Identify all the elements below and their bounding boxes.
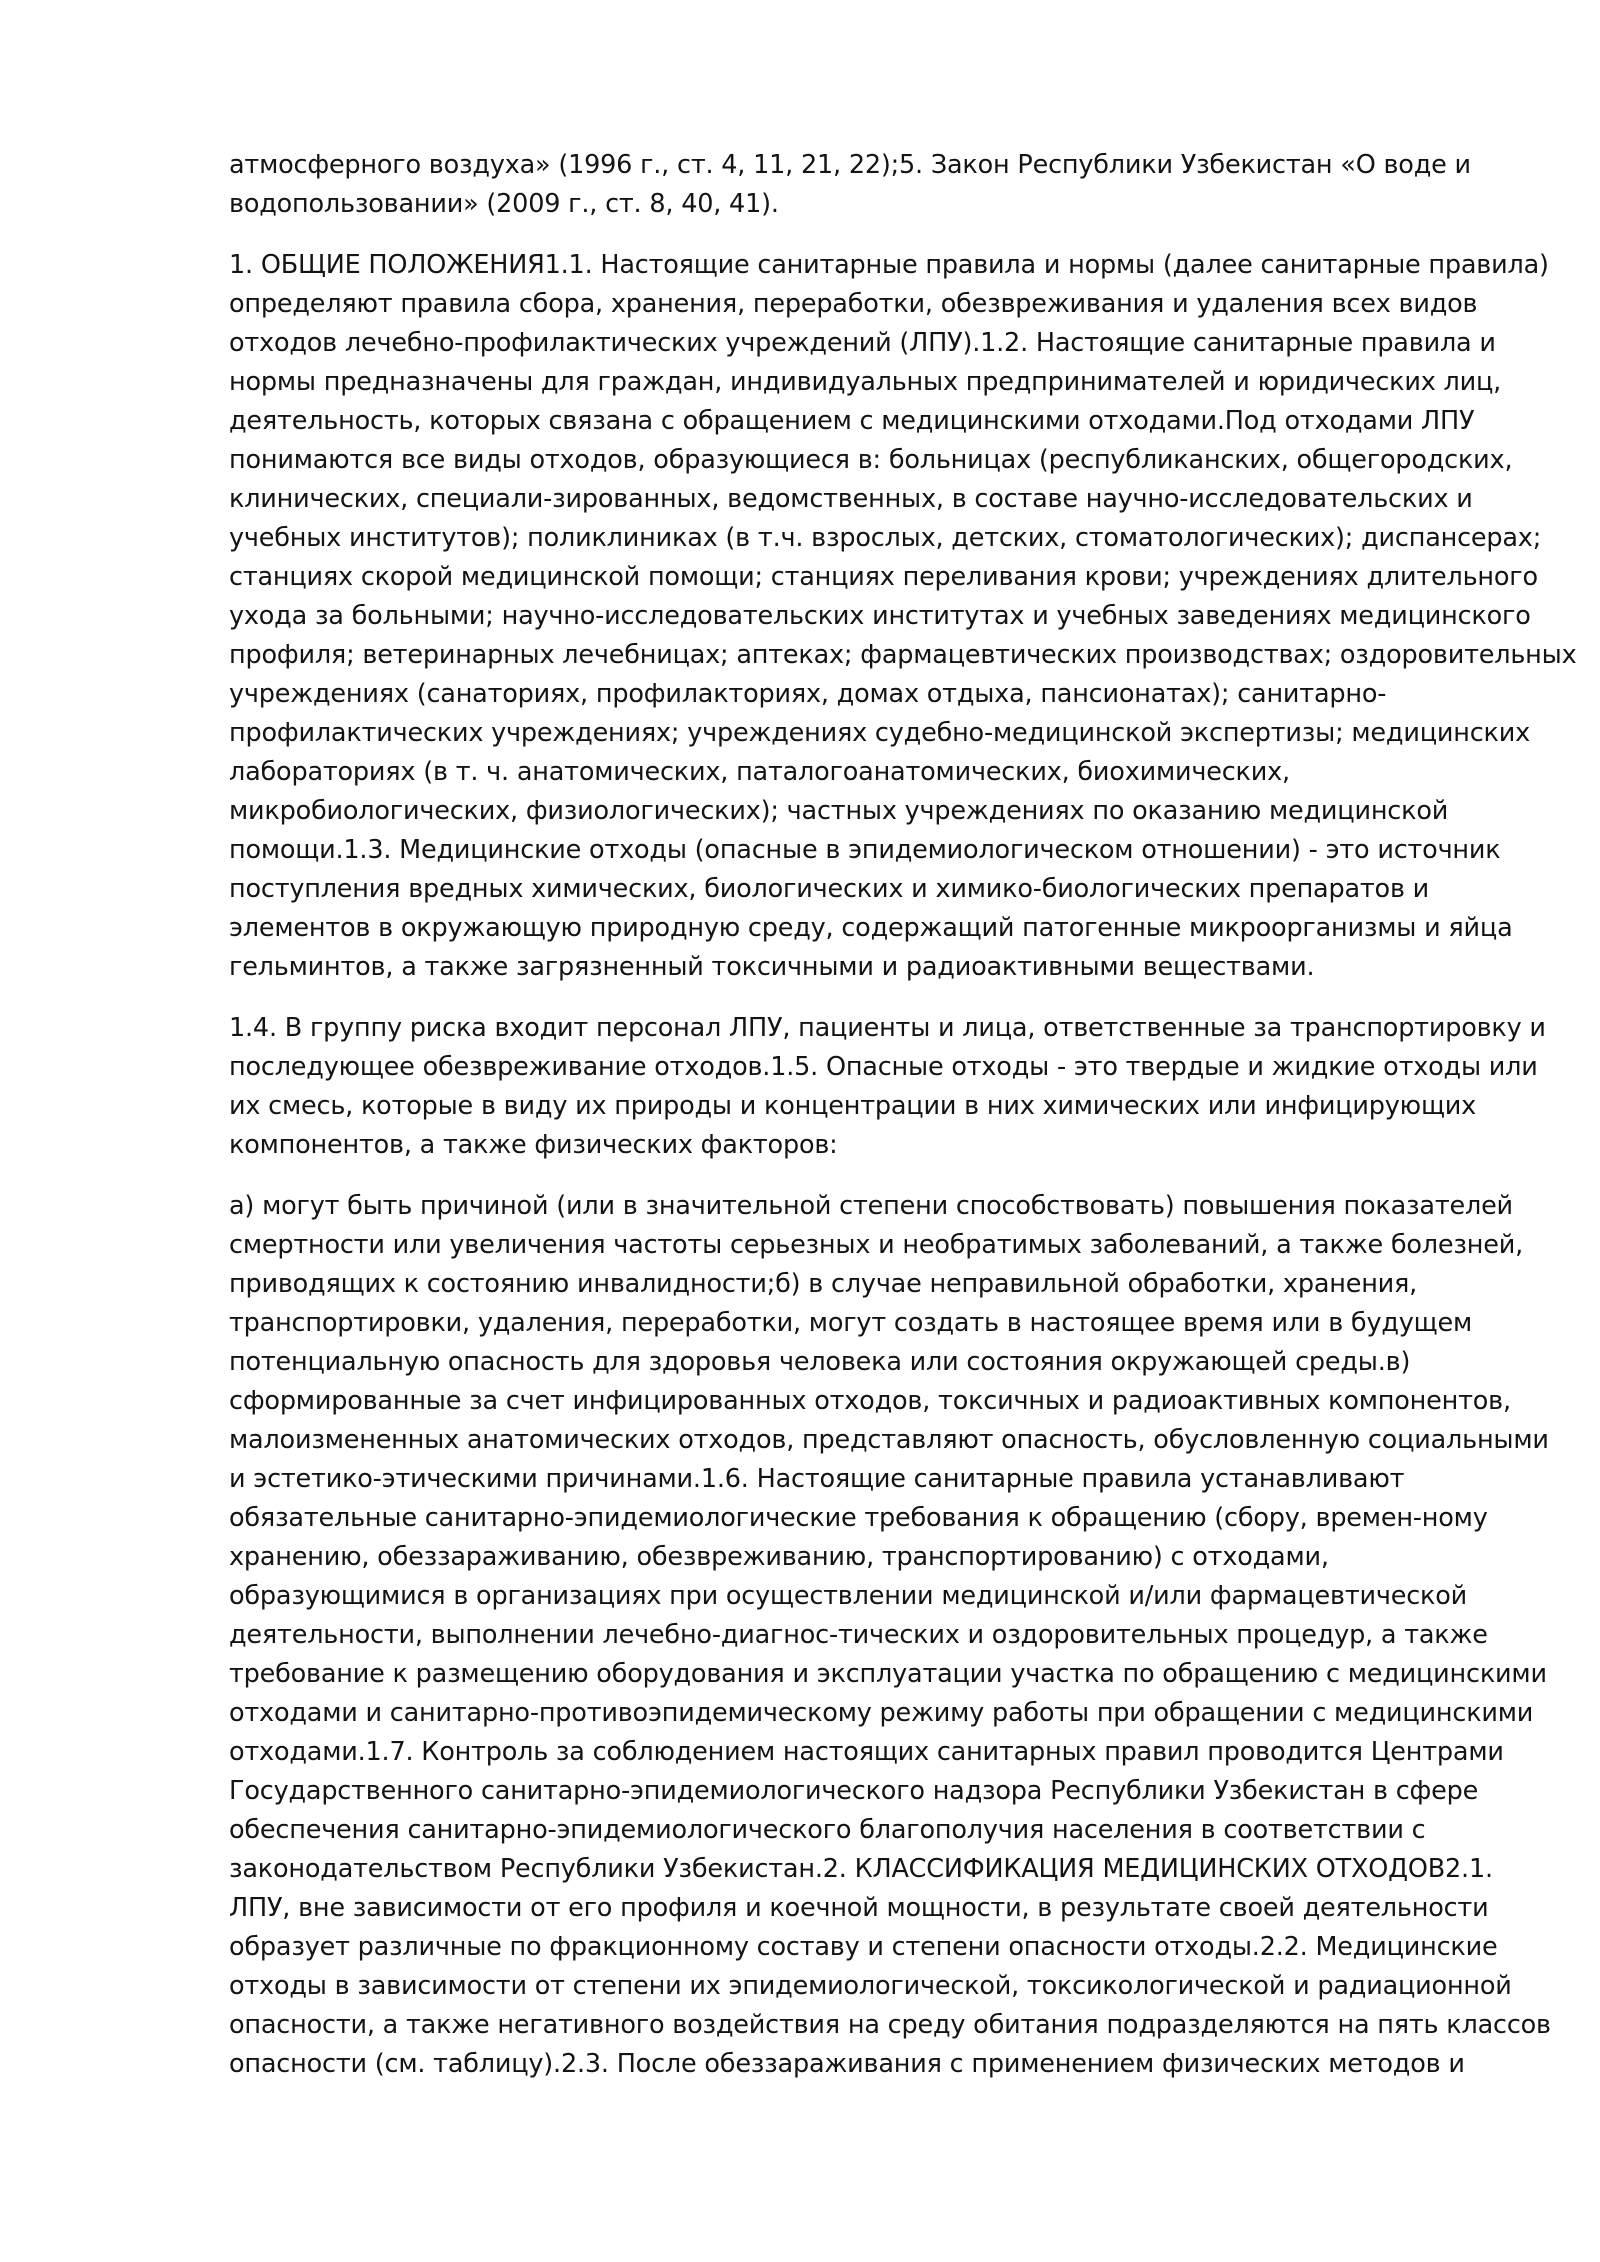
paragraph-hazard-classification	[229, 1187, 1551, 2084]
paragraph-risk-group	[229, 1009, 1546, 1165]
text-line: отходами.1.7. Контроль за соблюдением настоящих санитарных правил проводится Центрами	[229, 1737, 1504, 1767]
text-line: помощи.1.3. Медицинские отходы (опасные в эпидемиологическом отношении) - это источник	[229, 835, 1501, 865]
text-line: образующимися в организациях при осуществлении медицинской и/или фармацевтической	[229, 1581, 1468, 1611]
text-line: ЛПУ, вне зависимости от его профиля и коечной мощности, в результате своей деятельности	[229, 1893, 1489, 1923]
text-line: транспортировки, удаления, переработки, могут создать в настоящее время или в будущем	[229, 1308, 1473, 1338]
text-line: микробиологических, физиологических); частных учреждениях по оказанию медицинской	[229, 796, 1449, 826]
text-line: поступления вредных химических, биологических и химико-биологических препаратов и	[229, 874, 1430, 904]
text-line: отходы в зависимости от степени их эпидемиологической, токсикологической и радиационной	[229, 1971, 1512, 2001]
text-line: обязательные санитарно-эпидемиологические требования к обращению (сбору, времен-ному	[229, 1503, 1488, 1533]
text-line: учебных институтов); поликлиниках (в т.ч. взрослых, детских, стоматологических); диспансерах;	[229, 523, 1542, 553]
text-line: Государственного санитарно-эпидемиологического надзора Республики Узбекистан в сфере	[229, 1776, 1479, 1806]
text-line: деятельность, которых связана с обращением с медицинскими отходами.Под отходами ЛПУ	[229, 406, 1475, 436]
paragraph-laws-reference	[229, 146, 1529, 224]
text-line: отходов лечебно-профилактических учреждений (ЛПУ).1.2. Настоящие санитарные правила и	[229, 328, 1496, 358]
text-line: 1.4. В группу риска входит персонал ЛПУ, пациенты и лица, ответственные за транспортировку и	[229, 1013, 1546, 1043]
text-line: гельминтов, а также загрязненный токсичными и радиоактивными веществами.	[229, 952, 1315, 982]
text-line: деятельности, выполнении лечебно-диагнос-тических и оздоровительных процедур, а также	[229, 1620, 1488, 1650]
text-line: законодательством Республики Узбекистан.2. КЛАССИФИКАЦИЯ МЕДИЦИНСКИХ ОТХОДОВ2.1.	[229, 1854, 1493, 1884]
text-line: а) могут быть причиной (или в значительной степени способствовать) повышения показателей	[229, 1191, 1513, 1221]
text-line: компонентов, а также физических факторов:	[229, 1130, 838, 1160]
paragraph-general-provisions	[229, 246, 1577, 987]
text-line: станциях скорой медицинской помощи; станциях переливания крови; учреждениях длительного	[229, 562, 1538, 592]
text-line: понимаются все виды отходов, образующиеся в: больницах (республиканских, общегородских,	[229, 445, 1513, 475]
text-line: клинических, специали-зированных, ведомственных, в составе научно-исследовательских и	[229, 484, 1473, 514]
text-line: учреждениях (санаториях, профилакториях, домах отдыха, пансионатах); санитарно-	[229, 679, 1387, 709]
text-line: смертности или увеличения частоты серьезных и необратимых заболеваний, а также болезней,	[229, 1230, 1523, 1260]
text-line: опасности, а также негативного воздействия на среду обитания подразделяются на пять классов	[229, 2010, 1551, 2040]
text-line: приводящих к состоянию инвалидности;б) в случае неправильной обработки, хранения,	[229, 1269, 1418, 1299]
text-line: образует различные по фракционному составу и степени опасности отходы.2.2. Медицинские	[229, 1932, 1498, 1962]
text-line: малоизмененных анатомических отходов, представляют опасность, обусловленную социальными	[229, 1425, 1549, 1455]
text-line: хранению, обеззараживанию, обезвреживанию, транспортированию) с отходами,	[229, 1542, 1329, 1572]
text-line: сформированные за счет инфицированных отходов, токсичных и радиоактивных компонентов,	[229, 1386, 1511, 1416]
text-line: элементов в окружающую природную среду, содержащий патогенные микроорганизмы и яйца	[229, 913, 1513, 943]
text-line: профилактических учреждениях; учреждениях судебно-медицинской экспертизы; медицинских	[229, 718, 1530, 748]
text-line: и эстетико-этическими причинами.1.6. Настоящие санитарные правила устанавливают	[229, 1464, 1405, 1494]
text-line: потенциальную опасность для здоровья человека или состояния окружающей среды.в)	[229, 1347, 1411, 1377]
text-line: отходами и санитарно-противоэпидемическому режиму работы при обращении с медицинскими	[229, 1698, 1534, 1728]
text-line: требование к размещению оборудования и эксплуатации участка по обращению с медицинскими	[229, 1659, 1547, 1689]
text-line: опасности (см. таблицу).2.3. После обеззараживания с применением физических методов и	[229, 2049, 1465, 2079]
document-body	[229, 146, 1577, 2106]
text-line: лабораториях (в т. ч. анатомических, паталогоанатомических, биохимических,	[229, 757, 1290, 787]
text-line: их смесь, которые в виду их природы и концентрации в них химических или инфицирующих	[229, 1091, 1477, 1121]
text-line: нормы предназначены для граждан, индивидуальных предпринимателей и юридических лиц,	[229, 367, 1502, 397]
text-line: профиля; ветеринарных лечебницах; аптеках; фармацевтических производствах; оздоровительных	[229, 640, 1577, 670]
text-line: водопользовании» (2009 г., ст. 8, 40, 41).	[229, 189, 779, 219]
text-line: определяют правила сбора, хранения, переработки, обезвреживания и удаления всех видов	[229, 289, 1478, 319]
text-line: 1. ОБЩИЕ ПОЛОЖЕНИЯ1.1. Настоящие санитарные правила и нормы (далее санитарные правила)	[229, 250, 1549, 280]
text-line: ухода за больными; научно-исследовательских институтах и учебных заведениях медицинского	[229, 601, 1531, 631]
text-line: обеспечения санитарно-эпидемиологического благополучия населения в соответствии с	[229, 1815, 1426, 1845]
text-line: последующее обезвреживание отходов.1.5. Опасные отходы - это твердые и жидкие отходы или	[229, 1052, 1538, 1082]
text-line: атмосферного воздуха» (1996 г., ст. 4, 11, 21, 22);5. Закон Республики Узбекистан «О воде и	[229, 150, 1471, 180]
